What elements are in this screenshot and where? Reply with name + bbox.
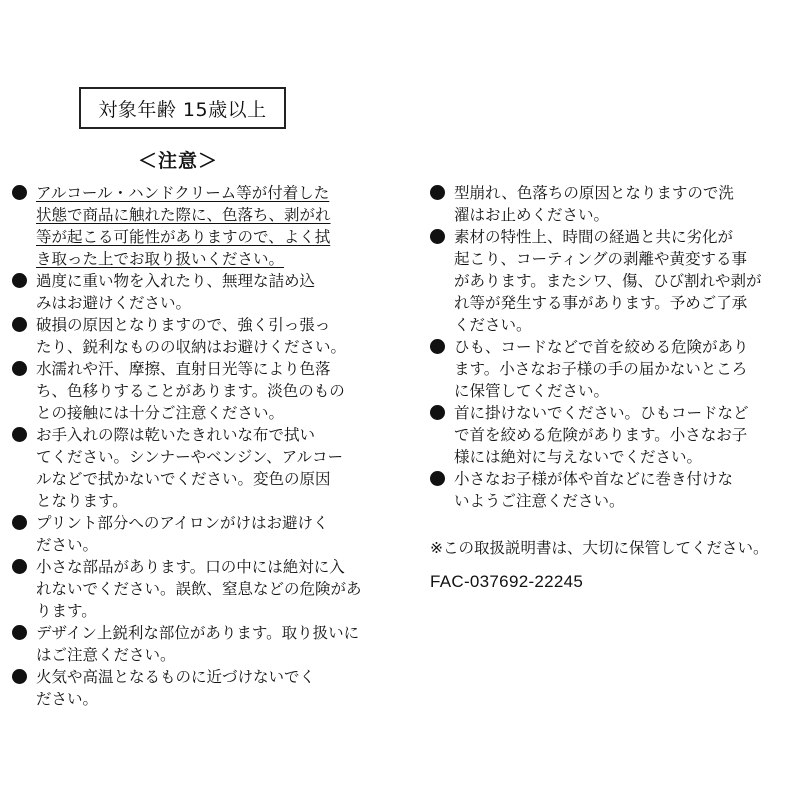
bullet-icon: [430, 405, 445, 420]
caution-item-12: [430, 336, 788, 402]
caution-line: 型崩れ、色落ちの原因となりますので洗: [454, 184, 734, 202]
caution-line: 様には絶対に与えないでください。: [454, 448, 703, 466]
bullet-icon: [12, 559, 27, 574]
caution-line: 等が起こる可能性がありますので、よく拭: [36, 228, 331, 246]
caution-item-5: [12, 424, 366, 512]
caution-line: 小さなお子様が体や首などに巻き付けな: [454, 470, 734, 488]
bullet-icon: [430, 339, 445, 354]
age-label-text: 対象年齢 15歳以上: [98, 98, 267, 121]
caution-line: ち、色移りすることがあります。淡色のもの: [36, 382, 345, 400]
caution-line: との接触には十分ご注意ください。: [36, 404, 285, 422]
bullet-icon: [430, 185, 445, 200]
caution-line: となります。: [36, 492, 128, 510]
storage-notice: ※この取扱説明書は、大切に保管してください。: [430, 539, 769, 557]
caution-line: で首を絞める危険があります。小さなお子: [454, 426, 748, 444]
caution-line: 素材の特性上、時間の経過と共に劣化が: [454, 228, 734, 246]
bullet-icon: [12, 515, 27, 530]
bullet-icon: [430, 229, 445, 244]
caution-item-4: [12, 358, 366, 424]
caution-line: 過度に重い物を入れたり、無理な詰め込: [36, 272, 316, 290]
caution-line: 火気や高温となるものに近づけないでく: [36, 668, 316, 686]
product-code: FAC-037692-22245: [430, 572, 584, 591]
caution-item-8: [12, 622, 366, 666]
caution-item-14: [430, 468, 788, 512]
bullet-icon: [430, 471, 445, 486]
caution-line: 起こり、コーティングの剥離や黄変する事: [454, 250, 747, 268]
caution-line: ルなどで拭かないでください。変色の原因: [36, 470, 331, 488]
bullet-icon: [12, 185, 27, 200]
caution-line: いようご注意ください。: [454, 492, 625, 510]
bullet-icon: [12, 361, 27, 376]
caution-item-3: [12, 314, 366, 358]
caution-item-9: [12, 666, 366, 710]
caution-line: 状態で商品に触れた際に、色落ち、剥がれ: [36, 206, 331, 224]
caution-line: き取った上でお取り扱いください。: [36, 250, 285, 268]
caution-line: てください。シンナーやベンジン、アルコー: [36, 448, 343, 466]
caution-item-1: [12, 182, 366, 270]
bullet-icon: [12, 273, 27, 288]
caution-line: 濯はお止めください。: [454, 206, 610, 224]
caution-line: に保管してください。: [454, 382, 610, 400]
bullet-icon: [12, 669, 27, 684]
caution-item-7: [12, 556, 366, 622]
caution-line: れないでください。誤飲、窒息などの危険があ: [36, 580, 362, 598]
caution-line: 破損の原因となりますので、強く引っ張っ: [36, 316, 331, 334]
caution-line: デザイン上鋭利な部位があります。取り扱いに: [36, 624, 360, 642]
caution-line: ださい。: [36, 536, 99, 554]
caution-line: ひも、コードなどで首を絞める危険があり: [454, 338, 749, 356]
caution-line: ります。: [36, 602, 97, 620]
age-label: [79, 87, 286, 129]
caution-line: 水濡れや汗、摩擦、直射日光等により色落: [36, 360, 331, 378]
caution-item-10: [430, 182, 788, 226]
caution-line: があります。またシワ、傷、ひび割れや剥が: [454, 272, 762, 290]
caution-item-2: [12, 270, 366, 314]
caution-heading: ＜注意＞: [138, 150, 219, 172]
caution-line: はご注意ください。: [36, 646, 176, 664]
caution-line: ださい。: [36, 690, 99, 708]
caution-line: プリント部分へのアイロンがけはお避けく: [36, 514, 329, 532]
caution-list-left: [12, 182, 366, 710]
caution-line: アルコール・ハンドクリーム等が付着した: [36, 184, 330, 202]
caution-line: たり、鋭利なものの収納はお避けください。: [36, 338, 347, 356]
bullet-icon: [12, 427, 27, 442]
bullet-icon: [12, 317, 27, 332]
caution-line: 首に掛けないでください。ひもコードなど: [454, 404, 749, 422]
bullet-icon: [12, 625, 27, 640]
caution-line: ます。小さなお子様の手の届かないところ: [454, 360, 748, 378]
caution-item-6: [12, 512, 366, 556]
caution-list-right: [430, 182, 788, 512]
caution-line: みはお避けください。: [36, 294, 192, 312]
caution-line: ください。: [454, 316, 532, 334]
caution-item-11: [430, 226, 788, 336]
caution-line: れ等が発生する事があります。予めご了承: [454, 294, 748, 312]
caution-item-13: [430, 402, 788, 468]
caution-line: お手入れの際は乾いたきれいな布で拭い: [36, 426, 316, 444]
caution-line: 小さな部品があります。口の中には絶対に入: [36, 558, 345, 576]
